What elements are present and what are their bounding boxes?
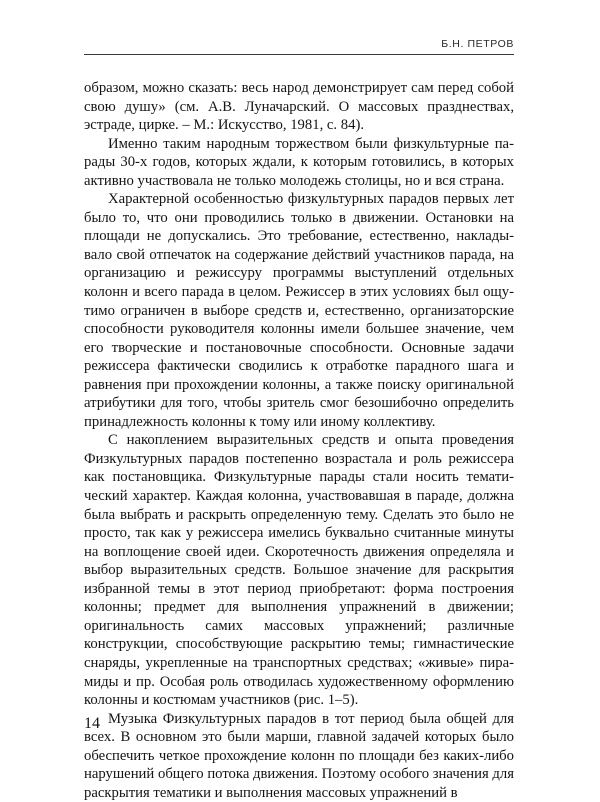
paragraph: Именно таким народным торжеством были физкультурные парады 30-х годов, которых ждали, к которым готовились, в которых активно участвовала не только молодежь столицы, но и вся страна. [84, 135, 514, 189]
paragraph-continuation: образом, можно сказать: весь народ демонстрирует сам перед собой свою душу» (см. А.В. Луначарский. О массовых празднествах, эстраде, цирке. – М.: Искусство, 1981, с. 84). [84, 80, 514, 134]
running-head: Б.Н. ПЕТРОВ [441, 38, 514, 50]
text-block [84, 79, 514, 802]
header-rule [84, 54, 514, 55]
page-number: 14 [84, 715, 100, 732]
paragraph: Характерной особенностью физкультурных парадов первых лет было то, что они проводились только в движении. Остановки на площади не допускались. Это требование, естественно, накладывало свой отпечаток на содержание действий участников парада, на организацию и режиссуру программы выступлений отдельных колонн и всего парада в целом. Режиссер в этих условиях был ощутимо ограничен в выборе средств и, естественно, организаторские способности руководителя колонны имели большее значение, чем его творческие и постановочные способности. Основные задачи режиссера фактически сводились к отработке парадного шага и равнения при прохождении колонны, а также поиску оригинальной атрибутики для того, чтобы зритель смог безошибочно определить принадлежность колонны к тому или иному коллективу. [84, 191, 514, 430]
paragraph: С накоплением выразительных средств и опыта проведения Физкультурных парадов постепенно возрастала и роль режиссера как постановщика. Физкультурные парады стали носить тематический характер. Каждая колонна, участвовавшая в параде, должна была выбрать и раскрыть определенную тему. Сделать это было не просто, так как у режиссера имелись буквально считанные минуты на воплощение своей идеи. Скоротечность движения определяла и выбор выразительных средств. Большое значение для раскрытия избранной темы в этот период приобретают: форма построения колонны; предмет для выполнения упражнений в движении; оригинальность самих массовых упражнений; различные конструкции, способствующие раскрытию темы; гимнастические снаряды, укрепленные на транспортных средствах; «живые» пирамиды и пр. Особая роль отводилась художественному оформлению колонны и костюмам участников (рис. 1–5). [84, 432, 514, 709]
paragraph: Музыка Физкультурных парадов в тот период была общей для всех. В основном это были марши, главной задачей которых было обеспечить четкое прохождение колонн по площади без каких-либо нарушений общего потока движения. Поэтому особого значения для раскрытия тематики и выполнения массовых упражнений в [84, 710, 514, 801]
